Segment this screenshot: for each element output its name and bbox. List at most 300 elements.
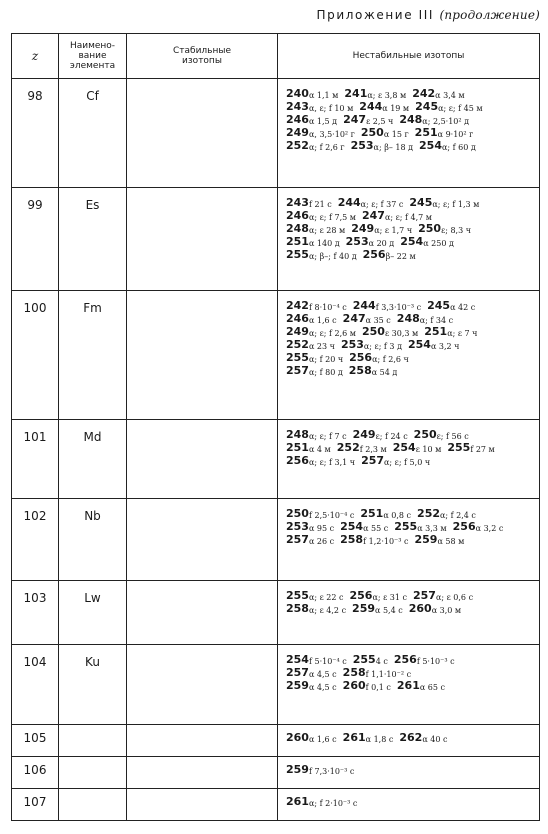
unstable-isotopes [278,420,540,499]
mass-number: 254 [340,520,364,533]
isotope-line [286,441,539,454]
isotope-entry [361,209,432,222]
isotope-entry [400,235,454,248]
isotope-entry [286,87,339,100]
isotope-entry [286,653,347,666]
decay-info: α 3,4 м [435,91,465,100]
decay-info: f 21 с [308,200,332,209]
mass-number: 251 [414,126,438,139]
decay-info: α 65 с [419,683,446,692]
isotope-line [286,731,539,744]
decay-info: α 250 д [423,239,454,248]
header-title: Приложение III [316,8,435,22]
isotope-line [286,763,539,776]
atomic-number: 103 [12,581,59,645]
decay-info: ε; f 24 с [375,432,408,441]
isotope-entry [337,196,404,209]
header-subtitle: (продолжение) [439,8,540,22]
decay-info: α, 3,5·10² г [308,130,355,139]
col-header-stable-line: Стабильные [172,46,232,56]
decay-info: α 1,1 м [308,91,339,100]
stable-isotopes [127,645,278,725]
decay-info: α; ε; f 5,0 ч [384,458,431,467]
mass-number: 243 [286,100,309,113]
mass-number: 259 [352,602,376,615]
isotope-entry [394,520,447,533]
isotope-entry [286,299,347,312]
decay-info: α; f 2·10⁻³ с [308,799,358,808]
mass-number: 249 [286,325,309,338]
decay-info: α 20 д [368,239,395,248]
isotope-entry [286,222,346,235]
mass-number: 243 [286,196,309,209]
isotope-entry [392,441,442,454]
decay-info: α; β–; f 40 д [308,252,357,261]
decay-info: α 1,6 с [308,316,337,325]
isotope-entry [350,139,414,152]
table-header-row [12,34,540,79]
isotope-entry [286,139,345,152]
isotope-line [286,248,539,261]
mass-number: 252 [286,338,309,351]
decay-info: α 3,0 м [431,606,462,615]
mass-number: 253 [345,235,369,248]
table-row [12,757,540,789]
isotope-entry [409,196,480,209]
isotope-entry [352,602,403,615]
decay-info: α 4,5 с [308,683,337,692]
mass-number: 254 [419,139,442,152]
decay-info: α; ε 4,2 с [308,606,347,615]
mass-number: 248 [399,113,423,126]
isotope-line [286,507,539,520]
isotope-line [286,209,539,222]
isotope-entry [286,763,355,776]
mass-number: 260 [286,731,309,744]
decay-info: α 15 г [383,130,409,139]
mass-number: 254 [400,235,424,248]
mass-number: 244 [352,299,376,312]
isotope-entry [286,312,337,325]
unstable-isotopes [278,789,540,821]
isotope-entry [286,113,338,126]
isotope-entry [352,299,422,312]
isotope-entry [286,731,337,744]
mass-number: 245 [409,196,433,209]
isotope-entry [408,338,460,351]
unstable-isotopes [278,725,540,757]
mass-number: 255 [394,520,418,533]
mass-number: 241 [344,87,368,100]
mass-number: 252 [336,441,360,454]
isotope-entry [360,507,412,520]
mass-number: 255 [286,248,309,261]
unstable-isotopes [278,291,540,420]
mass-number: 256 [349,351,373,364]
isotope-line [286,299,539,312]
decay-info: α, ε; f 10 м [308,104,354,113]
mass-number: 253 [286,520,309,533]
isotope-entry [340,533,409,546]
stable-isotopes [127,420,278,499]
isotope-entry [342,731,394,744]
isotope-entry [351,222,413,235]
isotope-line [286,679,539,692]
mass-number: 260 [408,602,432,615]
decay-info: α 4,5 с [308,670,337,679]
isotope-entry [417,507,476,520]
element-symbol: Cf [59,79,127,188]
decay-info: α; β– 18 д [373,143,414,152]
mass-number: 255 [286,589,309,602]
isotope-entry [340,520,389,533]
unstable-isotopes [278,581,540,645]
isotope-line [286,87,539,100]
isotope-line [286,351,539,364]
isotope-entry [360,126,409,139]
isotope-entry [342,666,412,679]
element-symbol: Lw [59,581,127,645]
mass-number: 246 [286,312,309,325]
isotope-entry [286,602,347,615]
mass-number: 248 [286,428,309,441]
element-symbol: Fm [59,291,127,420]
mass-number: 255 [447,441,471,454]
mass-number: 253 [350,139,374,152]
isotope-entry [286,338,335,351]
mass-number: 250 [413,428,437,441]
decay-info: α; ε 1,7 ч [374,226,413,235]
mass-number: 258 [348,364,372,377]
decay-info: α; ε; f 45 м [438,104,483,113]
isotope-entry [352,428,408,441]
element-symbol [59,757,127,789]
element-symbol: Md [59,420,127,499]
decay-info: α; ε; f 3,1 ч [308,458,356,467]
isotope-entry [286,428,347,441]
unstable-isotopes [278,757,540,789]
mass-number: 252 [417,507,441,520]
mass-number: 258 [340,533,364,546]
mass-number: 255 [286,351,309,364]
mass-number: 261 [342,731,366,744]
mass-number: 259 [286,763,309,776]
mass-number: 249 [352,428,376,441]
decay-info: α 3,2 с [475,524,504,533]
decay-info: α 35 с [365,316,391,325]
table-row [12,291,540,420]
mass-number: 253 [340,338,364,351]
isotope-table [11,33,540,821]
decay-info: α 26 с [308,537,335,546]
stable-isotopes [127,188,278,291]
mass-number: 256 [349,589,373,602]
decay-info: α; ε 7 ч [447,329,478,338]
decay-info: α; ε 3,8 м [367,91,407,100]
atomic-number: 104 [12,645,59,725]
decay-info: α; f 2,6 г [308,143,345,152]
isotope-line [286,666,539,679]
table-row [12,581,540,645]
mass-number: 246 [286,113,309,126]
decay-info: f 5·10⁻³ с [416,657,455,666]
decay-info: α 23 ч [308,342,335,351]
mass-number: 250 [418,222,442,235]
mass-number: 261 [286,795,309,808]
decay-info: α; f 80 д [308,368,343,377]
mass-number: 245 [427,299,451,312]
isotope-entry [286,196,332,209]
isotope-entry [361,325,419,338]
decay-info: f 1,1·10⁻² с [365,670,412,679]
isotope-entry [286,364,343,377]
col-header-name-line: вание [78,51,107,61]
col-header-z: z [12,34,59,79]
isotope-entry [286,351,344,364]
decay-info: f 5·10⁻⁴ с [308,657,347,666]
mass-number: 245 [415,100,439,113]
mass-number: 240 [286,87,309,100]
mass-number: 258 [286,602,309,615]
stable-isotopes [127,789,278,821]
isotope-entry [424,325,478,338]
isotope-entry [447,441,495,454]
isotope-line [286,222,539,235]
isotope-entry [452,520,504,533]
mass-number: 242 [412,87,436,100]
isotope-line [286,113,539,126]
table-row [12,789,540,821]
isotope-entry [359,100,410,113]
col-header-name-line: элемента [69,61,116,71]
isotope-entry [345,235,395,248]
decay-info: α 0,8 с [383,511,412,520]
mass-number: 250 [360,126,384,139]
mass-number: 259 [414,533,438,546]
decay-info: ε 10 м [415,445,442,454]
isotope-entry [396,679,446,692]
mass-number: 250 [286,507,309,520]
isotope-line [286,454,539,467]
mass-number: 247 [361,209,385,222]
mass-number: 261 [396,679,420,692]
mass-number: 257 [286,666,309,679]
isotope-entry [414,126,474,139]
table-row [12,420,540,499]
isotope-entry [413,589,474,602]
table-row [12,725,540,757]
mass-number: 244 [359,100,383,113]
isotope-entry [286,209,356,222]
decay-info: α; f 2,4 с [440,511,476,520]
element-symbol: Es [59,188,127,291]
decay-info: α 19 м [382,104,410,113]
element-symbol [59,725,127,757]
table-row [12,79,540,188]
isotope-entry [349,589,408,602]
mass-number: 259 [286,679,309,692]
mass-number: 242 [286,299,309,312]
mass-number: 256 [286,454,309,467]
isotope-entry [418,222,472,235]
isotope-line [286,126,539,139]
table-row [12,188,540,291]
mass-number: 254 [392,441,416,454]
mass-number: 246 [286,209,309,222]
atomic-number: 98 [12,79,59,188]
mass-number: 256 [393,653,417,666]
isotope-entry [362,248,416,261]
isotope-entry [414,533,465,546]
atomic-number: 101 [12,420,59,499]
mass-number: 251 [424,325,448,338]
mass-number: 251 [286,235,309,248]
isotope-entry [419,139,476,152]
isotope-line [286,100,539,113]
mass-number: 255 [352,653,376,666]
col-header-unstable: Нестабильные изотопы [278,34,540,79]
stable-isotopes [127,499,278,581]
mass-number: 248 [396,312,420,325]
decay-info: α; ε 31 с [372,593,407,602]
table-row [12,499,540,581]
isotope-entry [286,520,335,533]
isotope-entry [342,679,391,692]
col-header-name [59,34,127,79]
isotope-line [286,795,539,808]
isotope-entry [286,666,337,679]
table-row [12,645,540,725]
isotope-entry [286,441,331,454]
isotope-entry [286,100,354,113]
element-symbol: Nb [59,499,127,581]
decay-info: α; ε 28 м [308,226,346,235]
isotope-entry [286,795,358,808]
stable-isotopes [127,757,278,789]
decay-info: α 54 д [371,368,398,377]
decay-info: f 8·10⁻⁴ с [308,303,347,312]
decay-info: α 55 с [363,524,389,533]
decay-info: α 140 д [308,239,340,248]
decay-info: α; f 2,6 ч [372,355,409,364]
isotope-entry [348,364,398,377]
decay-info: α; ε; f 37 с [360,200,404,209]
isotope-entry [343,113,394,126]
decay-info: α 5,4 с [375,606,403,615]
isotope-entry [408,602,462,615]
isotope-line [286,325,539,338]
mass-number: 251 [286,441,309,454]
isotope-entry [286,126,355,139]
mass-number: 257 [361,454,385,467]
isotope-entry [342,312,391,325]
isotope-entry [413,428,469,441]
mass-number: 249 [351,222,375,235]
decay-info: ε 30,3 м [384,329,419,338]
decay-info: f 0,1 с [365,683,391,692]
atomic-number: 102 [12,499,59,581]
isotope-line [286,602,539,615]
stable-isotopes [127,79,278,188]
isotope-line [286,653,539,666]
decay-info: α 95 с [308,524,335,533]
atomic-number: 105 [12,725,59,757]
decay-info: ε; 8,3 ч [441,226,472,235]
decay-info: f 2,5·10⁻⁴ с [308,511,355,520]
mass-number: 254 [408,338,431,351]
isotope-entry [286,533,335,546]
col-header-stable [127,34,278,79]
col-header-name-line: Наимено- [69,41,116,51]
isotope-entry [393,653,455,666]
mass-number: 260 [342,679,366,692]
isotope-line [286,139,539,152]
decay-info: f 27 м [470,445,495,454]
decay-info: α; ε 0,6 с [435,593,474,602]
isotope-entry [412,87,465,100]
stable-isotopes [127,581,278,645]
isotope-entry [286,589,344,602]
decay-info: α 58 м [437,537,465,546]
mass-number: 247 [342,312,366,325]
mass-number: 258 [342,666,366,679]
atomic-number: 106 [12,757,59,789]
isotope-line [286,338,539,351]
decay-info: α 1,6 с [308,735,337,744]
mass-number: 254 [286,653,309,666]
isotope-entry [344,87,407,100]
table-body [12,79,540,821]
decay-info: f 3,3·10⁻³ с [375,303,422,312]
isotope-entry [286,507,355,520]
atomic-number: 99 [12,188,59,291]
element-symbol: Ku [59,645,127,725]
atomic-number: 107 [12,789,59,821]
decay-info: α 40 с [422,735,448,744]
mass-number: 250 [361,325,385,338]
isotope-entry [396,312,454,325]
mass-number: 248 [286,222,309,235]
decay-info: α 3,2 ч [430,342,460,351]
isotope-line [286,235,539,248]
stable-isotopes [127,725,278,757]
isotope-entry [286,679,337,692]
mass-number: 247 [343,113,367,126]
isotope-entry [286,325,356,338]
decay-info: f 1,2·10⁻³ с [363,537,409,546]
mass-number: 257 [286,533,309,546]
isotope-entry [399,731,448,744]
isotope-entry [336,441,387,454]
decay-info: α; ε; f 7,5 м [308,213,356,222]
mass-number: 257 [286,364,309,377]
unstable-isotopes [278,645,540,725]
decay-info: α; ε; f 1,3 м [432,200,480,209]
decay-info: β– 22 м [385,252,416,261]
decay-info: α 1,5 д [308,117,338,126]
isotope-line [286,520,539,533]
mass-number: 257 [413,589,436,602]
mass-number: 244 [337,196,361,209]
unstable-isotopes [278,188,540,291]
decay-info: f 2,3 м [359,445,387,454]
unstable-isotopes [278,499,540,581]
mass-number: 256 [452,520,476,533]
isotope-entry [286,248,357,261]
decay-info: α; ε 22 с [308,593,344,602]
isotope-line [286,428,539,441]
isotope-entry [352,653,388,666]
